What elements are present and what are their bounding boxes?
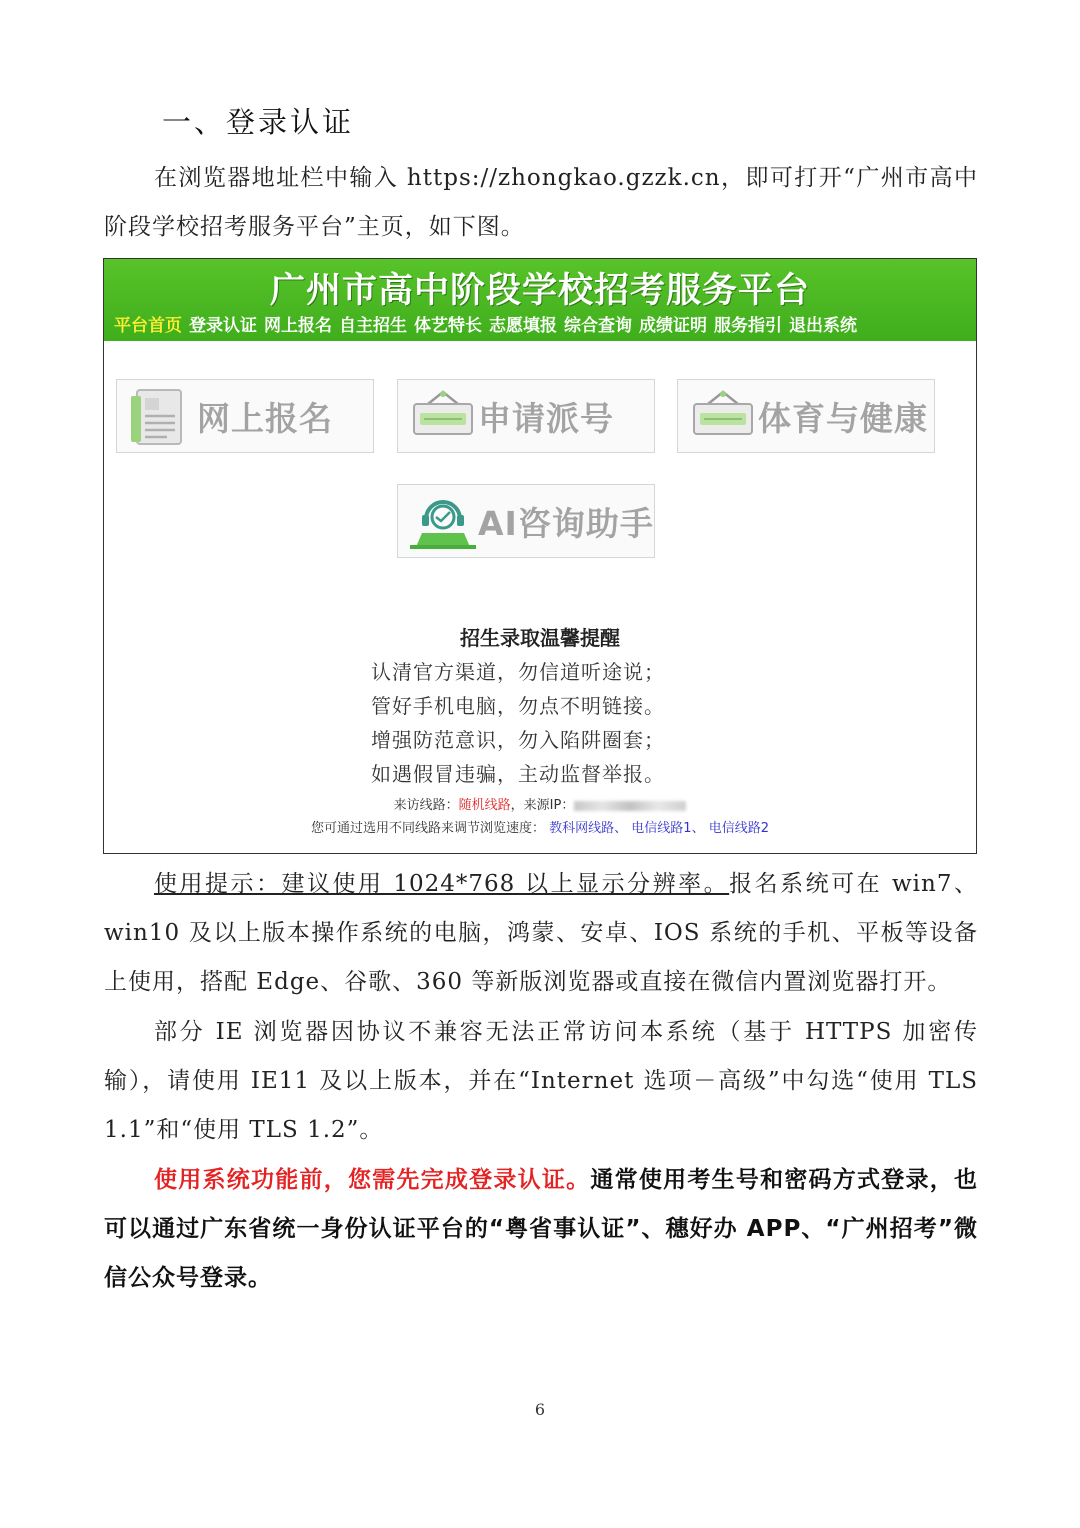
route-value: 随机线路 xyxy=(458,798,511,813)
ticket-icon xyxy=(688,386,758,446)
tile-sports-health[interactable] xyxy=(677,379,935,453)
ticket-icon xyxy=(408,386,478,446)
section-heading: 一、登录认证 xyxy=(162,105,355,139)
nav-item-independent-admission[interactable]: 自主招生 xyxy=(339,316,407,336)
route-info xyxy=(104,794,976,813)
homepage-screenshot xyxy=(103,258,977,854)
reminder-line: 如遇假冒违骗，主动监督举报。 xyxy=(371,762,665,786)
tile-label: 网上报名 xyxy=(197,398,333,438)
reminder-line: 增强防范意识，勿入陷阱圈套； xyxy=(371,728,665,752)
separator: 、 xyxy=(614,821,628,836)
platform-nav xyxy=(114,311,864,336)
paragraph-login-methods xyxy=(104,1156,978,1303)
paragraph-usage-tips xyxy=(104,860,978,1007)
tile-online-register[interactable] xyxy=(116,379,374,453)
ip-label: ，来源IP： xyxy=(510,798,575,813)
nav-item-preferences[interactable]: 志愿填报 xyxy=(489,316,557,336)
platform-title: 广州市高中阶段学校招考服务平台 xyxy=(269,271,810,311)
route-link-telecom-2[interactable]: 电信线路2 xyxy=(708,821,770,836)
nav-item-service-guide[interactable]: 服务指引 xyxy=(714,316,782,336)
tile-apply-number[interactable] xyxy=(397,379,655,453)
document-icon xyxy=(127,386,197,446)
usage-tip-underlined: 使用提示：建议使用 1024*768 以上显示分辨率。 xyxy=(154,871,730,897)
tile-ai-assistant[interactable] xyxy=(397,484,655,558)
route-label: 来访线路： xyxy=(393,798,459,813)
separator: 、 xyxy=(691,821,705,836)
nav-item-online-register[interactable]: 网上报名 xyxy=(264,316,332,336)
tile-label: 体育与健康 xyxy=(758,398,928,438)
usage-tip-rest: 报名系统可在 win7、win10 及以上版本操作系统的电脑，鸿蒙、安卓、IOS 系统的手机、平板等设备上使用，搭配 Edge、谷歌、360 等新版浏览器或直接在微信内置浏览器打开。 xyxy=(104,871,978,995)
ai-assistant-icon xyxy=(408,491,478,551)
route-link-edu[interactable]: 教科网线路 xyxy=(549,821,615,836)
tile-label: 申请派号 xyxy=(478,398,614,438)
nav-item-home[interactable]: 平台首页 xyxy=(114,316,182,336)
reminder-line: 管好手机电脑，勿点不明链接。 xyxy=(371,694,665,718)
nav-item-sports-arts[interactable]: 体艺特长 xyxy=(414,316,482,336)
paragraph-url-intro: 在浏览器地址栏中输入 https://zhongkao.gzzk.cn，即可打开“广州市高中阶段学校招考服务平台”主页，如下图。 xyxy=(104,165,978,240)
nav-item-login[interactable]: 登录认证 xyxy=(189,316,257,336)
platform-header xyxy=(104,259,976,341)
tile-label: AI咨询助手 xyxy=(478,503,654,543)
reminder-line: 认清官方渠道，勿信道听途说； xyxy=(371,660,665,684)
paragraph-ie-compat: 部分 IE 浏览器因协议不兼容无法正常访问本系统（基于 HTTPS 加密传输），请使用 IE11 及以上版本，并在“Internet 选项－高级”中勾选“使用 TLS 1.1”和“使用 TLS 1.2”。 xyxy=(104,1019,978,1143)
login-methods-text: 通常使用考生号和密码方式登录，也可以通过广东省统一身份认证平台的“粤省事认证”、穗好办 APP、“广州招考”微信公众号登录。 xyxy=(104,1167,979,1291)
nav-item-logout[interactable]: 退出系统 xyxy=(789,316,857,336)
route-link-telecom-1[interactable]: 电信线路1 xyxy=(631,821,692,836)
reminder-title: 招生录取温馨提醒 xyxy=(460,626,620,650)
nav-item-score-proof[interactable]: 成绩证明 xyxy=(639,316,707,336)
route-speed-options xyxy=(104,817,976,836)
speed-text: 您可通过选用不同线路来调节浏览速度： xyxy=(310,821,545,836)
login-warning: 使用系统功能前，您需先完成登录认证。 xyxy=(154,1167,591,1193)
ip-value-blurred xyxy=(574,801,686,811)
page-number: 6 xyxy=(534,1400,546,1419)
nav-item-query[interactable]: 综合查询 xyxy=(564,316,632,336)
